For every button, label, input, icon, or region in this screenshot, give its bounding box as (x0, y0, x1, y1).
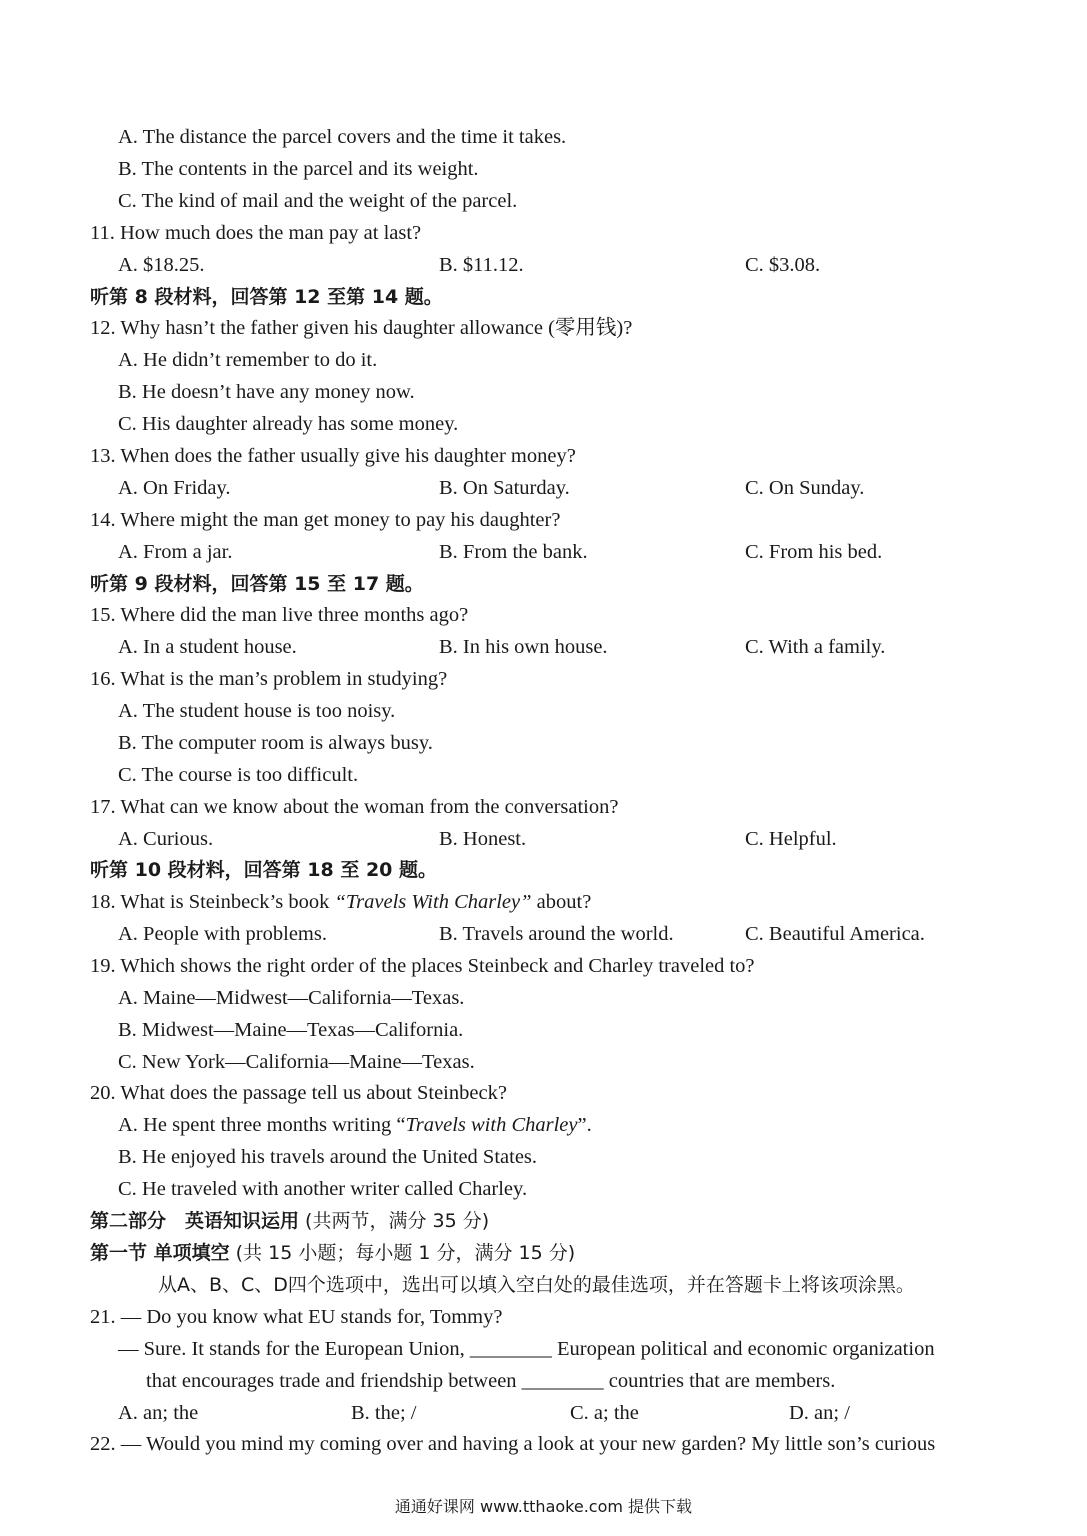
q19-stem: 19. Which shows the right order of the places Steinbeck and Charley traveled to? (90, 955, 755, 977)
q18-option-b: B. Travels around the world. (439, 923, 674, 945)
q17-option-a: A. Curious. (118, 828, 214, 850)
section-heading-9: 听第 9 段材料，回答第 15 至 17 题。 (90, 573, 424, 595)
section1-title: 第一节 单项填空 (90, 1242, 230, 1264)
q20-option-c: C. He traveled with another writer called Charley. (118, 1178, 528, 1200)
q11-option-c: C. $3.08. (745, 254, 821, 276)
part2-note: (共两节，满分 35 分) (299, 1210, 490, 1232)
part2-heading (90, 1209, 489, 1233)
q12-stem: 12. Why hasn’t the father given his daughter allowance (零用钱)? (90, 317, 633, 339)
q11-option-a: A. $18.25. (118, 254, 205, 276)
q18-book-title: “Travels With Charley” (334, 891, 532, 913)
q22-line1: 22. — Would you mind my coming over and having a look at your new garden? My little son’s curious (90, 1433, 936, 1455)
q21-option-d: D. an; / (789, 1402, 850, 1424)
part2-title: 第二部分 英语知识运用 (90, 1210, 300, 1232)
q18-stem (90, 890, 591, 914)
footer-credit: 通通好课网 www.tthaoke.com 提供下载 (394, 1497, 693, 1516)
q18-option-a: A. People with problems. (118, 923, 327, 945)
q20-option-a (118, 1113, 592, 1137)
q13-stem: 13. When does the father usually give his daughter money? (90, 445, 576, 467)
q20-stem: 20. What does the passage tell us about Steinbeck? (90, 1082, 507, 1104)
q21-option-a: A. an; the (118, 1402, 199, 1424)
q16-stem: 16. What is the man’s problem in studying? (90, 668, 448, 690)
q11-stem: 11. How much does the man pay at last? (90, 222, 422, 244)
q19-option-a: A. Maine—Midwest—California—Texas. (118, 987, 465, 1009)
q21-option-b: B. the; / (351, 1402, 417, 1424)
q17-option-c: C. Helpful. (745, 828, 837, 850)
q14-option-b: B. From the bank. (439, 541, 588, 563)
q11-option-b: B. $11.12. (439, 254, 524, 276)
q10-option-b: B. The contents in the parcel and its weight. (118, 158, 479, 180)
q20-option-a-pre: A. He spent three months writing “ (118, 1114, 406, 1136)
q18-stem-post: about? (531, 891, 592, 913)
q19-option-b: B. Midwest—Maine—Texas—California. (118, 1019, 464, 1041)
q18-option-c: C. Beautiful America. (745, 923, 925, 945)
section-heading-8: 听第 8 段材料，回答第 12 至第 14 题。 (90, 286, 443, 308)
q15-stem: 15. Where did the man live three months ago? (90, 604, 469, 626)
q14-option-a: A. From a jar. (118, 541, 233, 563)
q15-option-a: A. In a student house. (118, 636, 297, 658)
q15-option-c: C. With a family. (745, 636, 886, 658)
q20-option-a-post: ”. (577, 1114, 592, 1136)
q12-option-c: C. His daughter already has some money. (118, 413, 459, 435)
q18-stem-pre: 18. What is Steinbeck’s book (90, 891, 335, 913)
q20-book-title: Travels with Charley (405, 1114, 578, 1136)
q21-line1: 21. — Do you know what EU stands for, Tommy? (90, 1306, 503, 1328)
section1-note: (共 15 小题；每小题 1 分，满分 15 分) (229, 1242, 576, 1264)
q14-stem: 14. Where might the man get money to pay his daughter? (90, 509, 561, 531)
q13-option-c: C. On Sunday. (745, 477, 865, 499)
q20-option-b: B. He enjoyed his travels around the United States. (118, 1146, 538, 1168)
q14-option-c: C. From his bed. (745, 541, 883, 563)
section1-heading (90, 1241, 575, 1265)
q16-option-c: C. The course is too difficult. (118, 764, 359, 786)
q17-option-b: B. Honest. (439, 828, 527, 850)
q12-option-b: B. He doesn’t have any money now. (118, 381, 415, 403)
q10-option-c: C. The kind of mail and the weight of the parcel. (118, 190, 518, 212)
instruction-text: 从A、B、C、D四个选项中，选出可以填入空白处的最佳选项，并在答题卡上将该项涂黑。 (158, 1274, 915, 1296)
q16-option-b: B. The computer room is always busy. (118, 732, 433, 754)
q10-option-a: A. The distance the parcel covers and the time it takes. (118, 126, 567, 148)
q16-option-a: A. The student house is too noisy. (118, 700, 396, 722)
q21-line3: that encourages trade and friendship between ________ countries that are members. (146, 1370, 836, 1392)
q15-option-b: B. In his own house. (439, 636, 608, 658)
q21-line2: — Sure. It stands for the European Union, ________ European political and economic organization (118, 1338, 935, 1360)
q12-option-a: A. He didn’t remember to do it. (118, 349, 378, 371)
q13-option-a: A. On Friday. (118, 477, 231, 499)
q17-stem: 17. What can we know about the woman from the conversation? (90, 796, 619, 818)
section-heading-10: 听第 10 段材料，回答第 18 至 20 题。 (90, 859, 438, 881)
q21-option-c: C. a; the (570, 1402, 639, 1424)
q19-option-c: C. New York—California—Maine—Texas. (118, 1051, 475, 1073)
q13-option-b: B. On Saturday. (439, 477, 570, 499)
